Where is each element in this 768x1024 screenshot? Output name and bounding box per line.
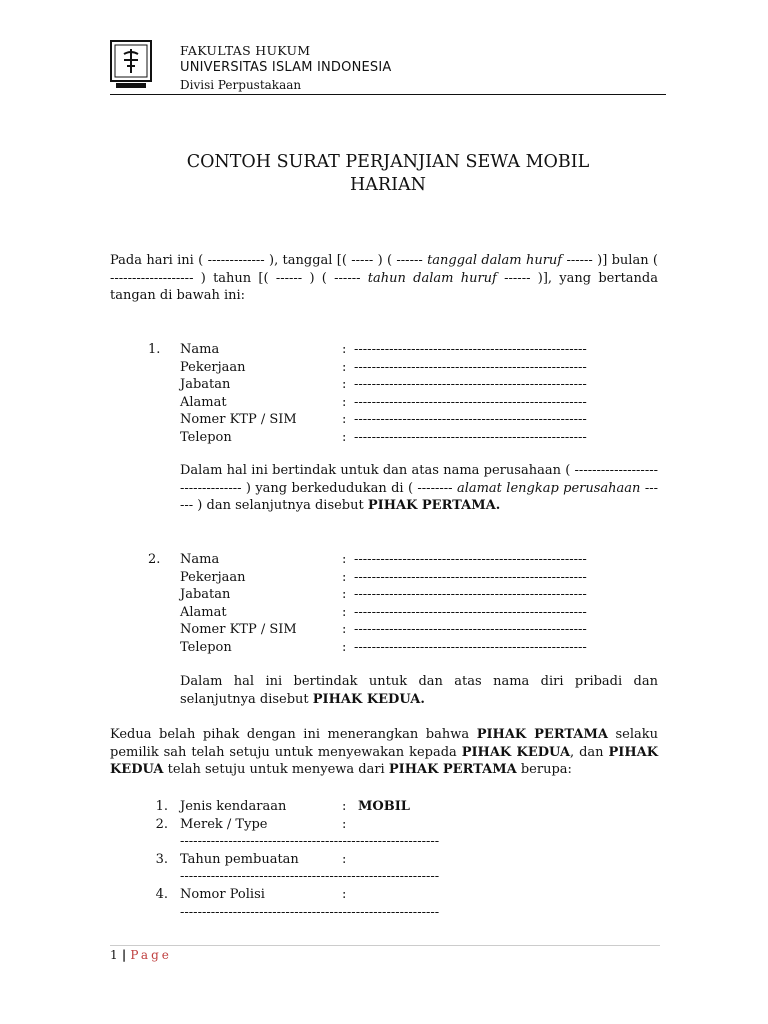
field-label: Jabatan	[180, 377, 231, 393]
intro-text-1: Pada hari ini ( ------------- ), tanggal [( ----- ) ( ------	[110, 253, 428, 268]
field-label: Telepon	[180, 430, 232, 445]
header-divider	[110, 94, 666, 95]
vehicle-blank: -----------------------------------------------------------	[180, 904, 440, 920]
vehicle-blank: -----------------------------------------------------------	[180, 869, 440, 885]
agreement-text: Kedua belah pihak dengan ini menerangkan bahwa	[110, 727, 477, 742]
field-blank: -----------------------------------------------------	[354, 587, 587, 603]
party1-description	[180, 462, 658, 515]
page-footer	[110, 948, 172, 962]
intro-text-2: ------ )] bulan ( ------------------- ) tahun [( ------ ) ( ------	[110, 253, 658, 286]
field-blank: -----------------------------------------------------	[354, 430, 587, 445]
field-colon: :	[342, 359, 347, 375]
title-line-1: CONTOH SURAT PERJANJIAN SEWA MOBIL	[186, 152, 590, 172]
footer-separator: |	[117, 948, 131, 962]
field-blank: -----------------------------------------------------	[354, 552, 587, 567]
field-blank: -----------------------------------------------------	[354, 377, 587, 393]
vehicle-number: 2.	[155, 816, 168, 832]
footer-divider	[110, 945, 660, 946]
field-label: Alamat	[180, 394, 227, 410]
field-colon: :	[342, 622, 347, 638]
vehicle-colon: :	[342, 887, 347, 902]
vehicle-colon: :	[342, 799, 347, 814]
intro-year-hint: tahun dalam huruf	[367, 270, 497, 286]
intro-text-3: ------ )], yang bertanda tangan di bawah ini:	[110, 270, 658, 303]
party-second-ref: PIHAK KEDUA	[461, 744, 571, 760]
field-blank: -----------------------------------------------------	[354, 622, 587, 638]
field-colon: :	[342, 640, 347, 655]
field-blank: -----------------------------------------------------	[354, 640, 587, 655]
field-label: Telepon	[180, 640, 232, 655]
party-first-ref: PIHAK PERTAMA	[388, 762, 517, 777]
party1-text-1: Dalam hal ini bertindak untuk dan atas nama perusahaan ( --------------------------------- ) yang berkedudukan di ( --------	[180, 463, 658, 496]
field-colon: :	[342, 604, 347, 620]
field-label: Pekerjaan	[180, 569, 246, 585]
division-name: Divisi Perpustakaan	[180, 78, 302, 92]
field-blank: -----------------------------------------------------	[354, 604, 587, 620]
vehicle-type-value: MOBIL	[358, 799, 410, 814]
faculty-name: FAKULTAS HUKUM	[180, 43, 311, 58]
party2-number: 2.	[148, 552, 161, 567]
party2-description	[180, 673, 658, 708]
party-first-ref: PIHAK PERTAMA	[476, 727, 608, 742]
intro-paragraph	[110, 252, 658, 305]
vehicle-label: Jenis kendaraan	[180, 799, 287, 814]
party1-role: PIHAK PERTAMA.	[367, 498, 501, 513]
vehicle-label: Nomor Polisi	[180, 887, 265, 902]
field-colon: :	[342, 412, 347, 428]
vehicle-blank: -----------------------------------------------------------	[180, 834, 440, 850]
field-colon: :	[342, 377, 347, 393]
vehicle-label: Tahun pembuatan	[180, 851, 299, 867]
field-colon: :	[342, 552, 347, 567]
page-number: 1	[110, 948, 118, 962]
field-label: Jabatan	[180, 587, 231, 603]
party1-text-2: ------ ) dan selanjutnya disebut	[180, 480, 658, 513]
agreement-text: , dan	[570, 744, 609, 760]
field-colon: :	[342, 342, 347, 357]
vehicle-number: 4.	[155, 887, 168, 902]
field-blank: -----------------------------------------------------	[354, 342, 587, 357]
field-label: Nama	[180, 342, 220, 357]
vehicle-colon: :	[342, 851, 347, 867]
field-blank: -----------------------------------------------------	[354, 569, 587, 585]
vehicle-number: 1.	[155, 799, 168, 814]
field-colon: :	[342, 569, 347, 585]
field-blank: -----------------------------------------------------	[354, 412, 587, 428]
field-colon: :	[342, 394, 347, 410]
party1-number: 1.	[148, 342, 161, 357]
title-line-2: HARIAN	[350, 175, 426, 195]
field-label: Nomer KTP / SIM	[180, 412, 297, 428]
university-logo	[110, 40, 152, 90]
vehicle-label: Merek / Type	[180, 816, 268, 832]
vehicle-number: 3.	[155, 851, 168, 867]
field-label: Nama	[180, 552, 220, 567]
party1-address-hint: alamat lengkap perusahaan	[456, 480, 641, 496]
agreement-text: telah setuju untuk menyewa dari	[163, 762, 389, 777]
agreement-text: selaku pemilik sah telah setuju untuk menyewakan kepada	[110, 727, 659, 760]
intro-date-hint: tanggal dalam huruf	[427, 253, 563, 268]
party-second-ref: PIHAK KEDUA	[110, 744, 658, 777]
field-colon: :	[342, 587, 347, 603]
field-blank: -----------------------------------------------------	[354, 394, 587, 410]
vehicle-colon: :	[342, 816, 347, 832]
university-name: UNIVERSITAS ISLAM INDONESIA	[180, 60, 392, 75]
field-label: Pekerjaan	[180, 359, 246, 375]
field-blank: -----------------------------------------------------	[354, 359, 587, 375]
field-label: Nomer KTP / SIM	[180, 622, 297, 638]
party2-text: Dalam hal ini bertindak untuk dan atas nama diri pribadi dan selanjutnya disebut	[180, 674, 658, 707]
agreement-paragraph	[110, 726, 658, 779]
field-colon: :	[342, 430, 347, 445]
party2-role: PIHAK KEDUA.	[312, 691, 425, 707]
field-label: Alamat	[180, 604, 227, 620]
agreement-text: berupa:	[516, 762, 572, 777]
page-word: Page	[130, 948, 172, 962]
document-title	[110, 151, 666, 197]
